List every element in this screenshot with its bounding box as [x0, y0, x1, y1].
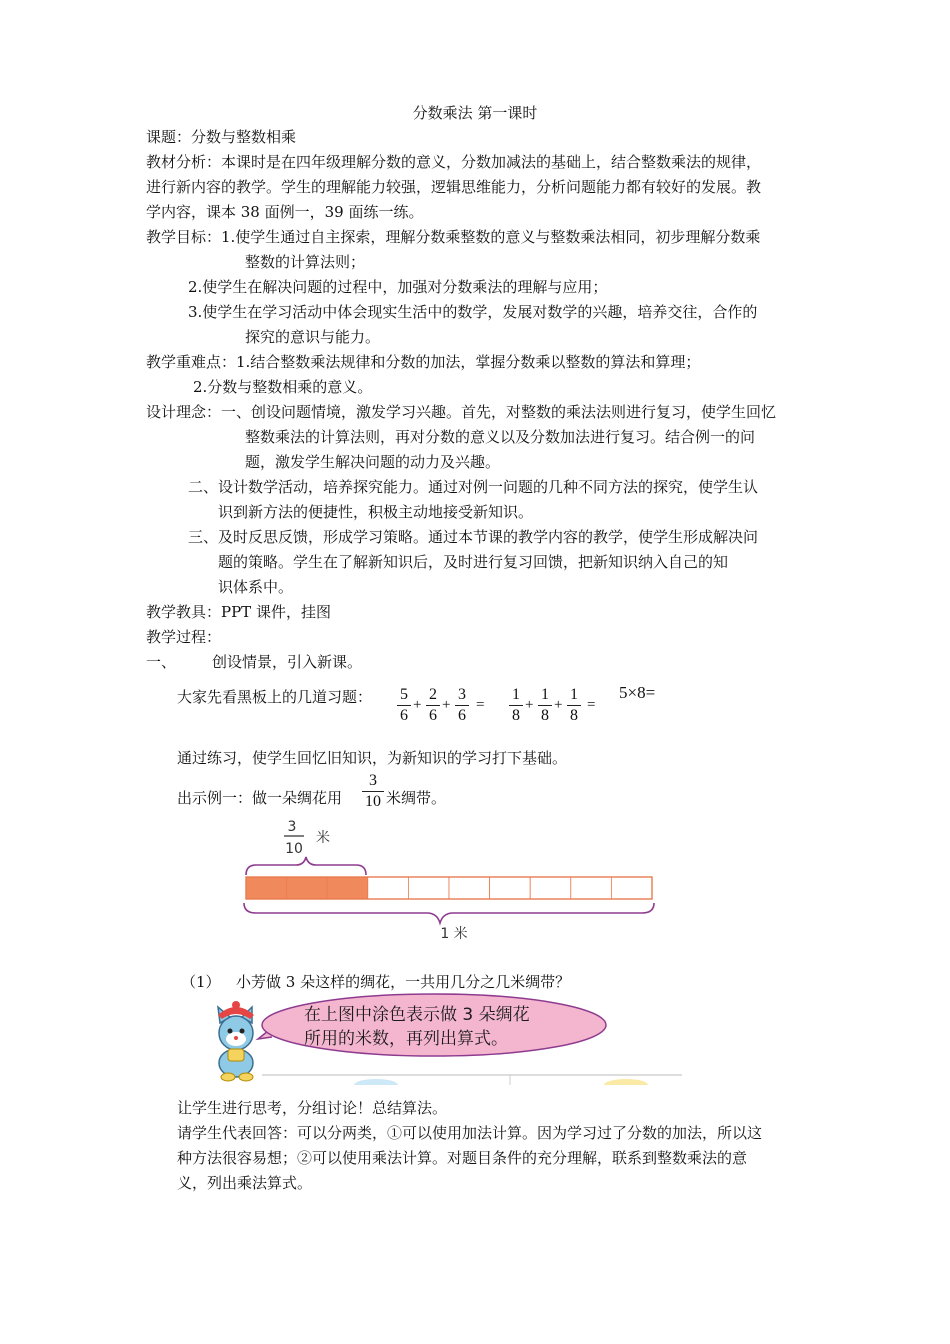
ribbon-segment: [408, 877, 449, 899]
ribbon-bar: [246, 877, 652, 899]
top-brace: [246, 857, 366, 875]
equals-sign: =: [587, 697, 596, 713]
exercise-intro: 大家先看黑板上的几道习题：: [177, 688, 373, 706]
design-line-6: 三、及时反思反馈，形成学习策略。通过本节课的教学内容的教学，使学生形成解决问: [188, 528, 759, 546]
ribbon-segment: [490, 877, 531, 899]
tools-line: 教学教具：PPT 课件，挂图: [146, 603, 331, 621]
analysis-line-2: 进行新内容的教学。学生的理解能力较强，逻辑思维能力，分析问题能力都有较好的发展。教: [146, 178, 762, 196]
fraction-3-6: [455, 686, 469, 725]
plus-sign: +: [525, 697, 534, 713]
fraction-5-6: [397, 686, 411, 725]
bubble-line-1: 在上图中涂色表示做 3 朵绸花: [304, 1005, 530, 1025]
equals-sign: =: [476, 697, 485, 713]
goals-line-5: 探究的意识与能力。: [245, 328, 381, 346]
multiplication-exercise: 5×8=: [619, 683, 656, 702]
numerator: 5: [400, 686, 408, 703]
ribbon-segment: [530, 877, 571, 899]
step-title: 创设情景，引入新课。: [212, 653, 363, 671]
ribbon-segment-shaded: [327, 877, 368, 899]
topic-line: 课题：分数与整数相乘: [146, 128, 297, 146]
page-title: 分数乘法 第一课时: [412, 104, 538, 122]
bubble-line-2: 所用的米数，再列出算式。: [304, 1029, 508, 1049]
example-prefix: 出示例一：做一朵绸花用: [177, 789, 343, 807]
numerator: 1: [541, 686, 549, 703]
fraction-3-10: [362, 772, 384, 811]
brace-fraction-denominator: 10: [285, 841, 303, 857]
numerator: 3: [369, 772, 377, 789]
brace-fraction-numerator: 3: [287, 819, 297, 835]
step-number: 一、: [146, 653, 177, 671]
ribbon-segment: [571, 877, 612, 899]
numerator: 1: [570, 686, 578, 703]
fraction-1-8: [567, 686, 581, 725]
plus-sign: +: [554, 697, 563, 713]
denominator: 8: [570, 707, 578, 724]
fraction-1-8: [509, 686, 523, 725]
denominator: 6: [400, 707, 408, 724]
plus-sign: +: [413, 697, 422, 713]
design-line-1: 设计理念：一、创设问题情境，激发学习兴趣。首先，对整数的乘法法则进行复习，使学生回忆: [146, 403, 777, 421]
example-suffix: 米绸带。: [386, 789, 447, 807]
keypoints-line-2: 2.分数与整数相乘的意义。: [193, 378, 373, 396]
numerator: 3: [458, 686, 466, 703]
ribbon-segment-shaded: [287, 877, 328, 899]
goals-line-4: 3.使学生在学习活动中体会现实生活中的数学，发展对数学的兴趣，培养交往，合作的: [188, 303, 758, 321]
design-line-5: 识到新方法的便捷性，积极主动地接受新知识。: [218, 503, 534, 521]
ribbon-figure: [232, 817, 662, 947]
fraction-1-8: [538, 686, 552, 725]
design-line-2: 整数乘法的计算法则，再对分数的意义以及分数加法进行复习。结合例一的问: [245, 428, 756, 446]
brace-unit-label: 米: [316, 830, 330, 846]
goals-line-2: 整数的计算法则；: [245, 253, 366, 271]
goals-line-3: 2.使学生在解决问题的过程中，加强对分数乘法的理解与应用；: [188, 278, 608, 296]
denominator: 10: [365, 793, 381, 810]
process-heading: 教学过程：: [146, 628, 222, 646]
keypoints-line-1: 教学重难点：1.结合整数乘法规律和分数的加法，掌握分数乘以整数的算法和算理；: [146, 353, 701, 371]
denominator: 8: [541, 707, 549, 724]
ribbon-segment: [368, 877, 409, 899]
review-note: 通过练习，使学生回忆旧知识，为新知识的学习打下基础。: [177, 749, 568, 767]
design-line-8: 识体系中。: [218, 578, 294, 596]
ribbon-segment-shaded: [246, 877, 287, 899]
design-line-3: 题，激发学生解决问题的动力及兴趣。: [245, 453, 501, 471]
analysis-line-3: 学内容，课本 38 面例一，39 面练一练。: [146, 203, 424, 221]
cat-character-icon: [218, 1001, 254, 1081]
numerator: 1: [512, 686, 520, 703]
ribbon-segment: [449, 877, 490, 899]
question-text: 小芳做 3 朵这样的绸花，一共用几分之几米绸带？: [236, 973, 571, 991]
answer-line-1: 请学生代表回答：可以分两类，①可以使用加法计算。因为学习过了分数的加法，所以这: [177, 1124, 763, 1142]
plus-sign: +: [442, 697, 451, 713]
answer-line-2: 种方法很容易想；②可以使用乘法计算。对题目条件的充分理解，联系到整数乘法的意: [177, 1149, 748, 1167]
answer-line-3: 义，列出乘法算式。: [177, 1174, 313, 1192]
design-line-7: 题的策略。学生在了解新知识后，及时进行复习回馈，把新知识纳入自己的知: [218, 553, 729, 571]
fraction-2-6: [426, 686, 440, 725]
ribbon-segment: [611, 877, 652, 899]
denominator: 8: [512, 707, 520, 724]
numerator: 2: [429, 686, 437, 703]
denominator: 6: [429, 707, 437, 724]
bottom-brace: [244, 903, 654, 923]
design-line-4: 二、设计数学活动，培养探究能力。通过对例一问题的几种不同方法的探究，使学生认: [188, 478, 759, 496]
question-number: （1）: [181, 973, 221, 991]
analysis-line-1: 教材分析：本课时是在四年级理解分数的意义，分数加减法的基础上，结合整数乘法的规律，: [146, 153, 762, 171]
cat-illustration: [206, 993, 686, 1085]
denominator: 6: [458, 707, 466, 724]
total-length-label: 1 米: [440, 926, 468, 942]
goals-line-1: 教学目标：1.使学生通过自主探索，理解分数乘整数的意义与整数乘法相同，初步理解分数乘: [146, 228, 761, 246]
discussion-line: 让学生进行思考，分组讨论！总结算法。: [177, 1099, 448, 1117]
